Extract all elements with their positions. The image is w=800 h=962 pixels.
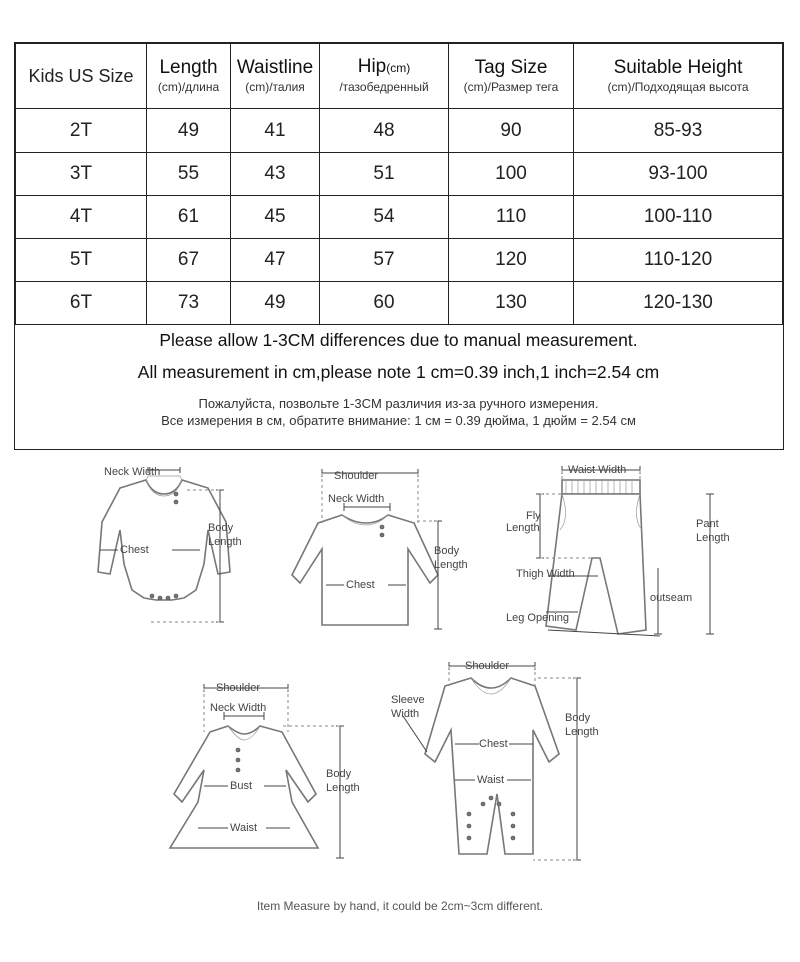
header-tag-label: Tag Size	[474, 56, 548, 78]
measurement-notes	[15, 320, 782, 448]
label-length: Length	[326, 782, 360, 794]
header-length-label: Length	[159, 56, 218, 78]
table-row	[16, 109, 783, 153]
header-length-sub: (cm)/длина	[157, 79, 220, 94]
shirt-diagram	[270, 465, 480, 635]
label-shoulder: Shoulder	[465, 660, 510, 672]
pants-diagram	[500, 458, 750, 643]
cell-height: 110-120	[574, 239, 783, 282]
label-length: Length	[565, 726, 599, 738]
label-length: Length	[208, 536, 242, 548]
header-suitable-height	[574, 44, 783, 109]
bodysuit-diagram	[80, 462, 260, 632]
cell-size: 3T	[16, 153, 147, 196]
header-height-sub: (cm)/Подходящая высота	[607, 79, 749, 94]
cell-waistline: 45	[231, 196, 320, 239]
cell-length: 73	[147, 282, 231, 325]
label-body: Body	[434, 545, 460, 557]
label-chest: Chest	[120, 544, 149, 556]
cell-hip: 60	[320, 282, 449, 325]
header-tag-size	[449, 44, 574, 109]
label-neck-width: Neck Width	[104, 466, 161, 478]
cell-length: 67	[147, 239, 231, 282]
cell-size: 6T	[16, 282, 147, 325]
footnote: Item Measure by hand, it could be 2cm~3cm different.	[256, 899, 544, 913]
table-row	[16, 239, 783, 282]
cell-height: 85-93	[574, 109, 783, 153]
cell-hip: 54	[320, 196, 449, 239]
header-hip-label	[320, 57, 448, 78]
header-size-label: Kids US Size	[28, 65, 134, 86]
label-fly-length: Length	[506, 522, 540, 534]
cell-tag-size: 110	[449, 196, 574, 239]
header-waistline-sub: (cm)/талия	[245, 79, 305, 94]
table-row	[16, 153, 783, 196]
cell-hip: 51	[320, 153, 449, 196]
label-chest: Chest	[479, 738, 508, 750]
table-row	[16, 196, 783, 239]
note-tolerance-en: Please allow 1-3CM differences due to manual measurement.	[159, 330, 638, 350]
size-table	[15, 43, 783, 325]
label-waist-width: Waist Width	[568, 464, 627, 476]
header-tag-sub: (cm)/Размер тега	[463, 79, 559, 94]
label-pant: Pant	[696, 518, 719, 530]
label-shoulder: Shoulder	[216, 682, 261, 694]
cell-length: 61	[147, 196, 231, 239]
cell-hip: 48	[320, 109, 449, 153]
label-sleeve: Sleeve	[391, 694, 425, 706]
cell-size: 2T	[16, 109, 147, 153]
label-body: Body	[326, 768, 352, 780]
header-hip-sub: /тазобедренный	[339, 80, 429, 94]
label-thigh-width: Thigh Width	[516, 568, 575, 580]
cell-length: 49	[147, 109, 231, 153]
label-body: Body	[208, 522, 234, 534]
label-sleeve-width: Width	[391, 708, 420, 720]
cell-height: 100-110	[574, 196, 783, 239]
table-header-row	[16, 44, 783, 109]
header-size	[16, 44, 147, 109]
cell-hip: 57	[320, 239, 449, 282]
label-shoulder: Shoulder	[334, 470, 379, 482]
note-tolerance-ru: Пожалуйста, позвольте 1-3CM различия из-за ручного измерения.	[198, 396, 599, 411]
cell-waistline: 43	[231, 153, 320, 196]
label-neck-width: Neck Width	[328, 493, 385, 505]
label-body: Body	[565, 712, 591, 724]
header-height-label: Suitable Height	[613, 56, 743, 78]
label-waist: Waist	[477, 774, 505, 786]
size-chart-box	[14, 42, 784, 450]
table-row	[16, 282, 783, 325]
dress-diagram	[140, 678, 370, 870]
header-waistline-label: Waistline	[236, 56, 314, 78]
cell-waistline: 49	[231, 282, 320, 325]
label-chest: Chest	[346, 579, 375, 591]
header-waistline	[231, 44, 320, 109]
cell-size: 4T	[16, 196, 147, 239]
label-pant-length: Length	[696, 532, 730, 544]
label-outseam: outseam	[650, 592, 693, 604]
cell-tag-size: 100	[449, 153, 574, 196]
cell-height: 120-130	[574, 282, 783, 325]
cell-waistline: 47	[231, 239, 320, 282]
label-bust: Bust	[230, 780, 253, 792]
cell-waistline: 41	[231, 109, 320, 153]
label-length: Length	[434, 559, 468, 571]
cell-tag-size: 130	[449, 282, 574, 325]
romper-diagram	[385, 654, 625, 876]
note-units-ru: Все измерения в см, обратите внимание: 1 см = 0.39 дюйма, 1 дюйм = 2.54 см	[161, 413, 636, 428]
header-hip-unit: (cm)	[386, 61, 411, 75]
label-fly: Fly	[526, 510, 541, 522]
cell-tag-size: 90	[449, 109, 574, 153]
header-length	[147, 44, 231, 109]
cell-length: 55	[147, 153, 231, 196]
label-leg-opening: Leg Opening	[506, 612, 569, 624]
cell-height: 93-100	[574, 153, 783, 196]
romper-icon	[385, 654, 625, 876]
label-waist: Waist	[230, 822, 258, 834]
cell-size: 5T	[16, 239, 147, 282]
header-hip-main: Hip	[357, 56, 387, 77]
note-units-en: All measurement in cm,please note 1 cm=0.39 inch,1 inch=2.54 cm	[137, 362, 660, 382]
header-hip	[320, 44, 449, 109]
cell-tag-size: 120	[449, 239, 574, 282]
label-neck-width: Neck Width	[210, 702, 267, 714]
